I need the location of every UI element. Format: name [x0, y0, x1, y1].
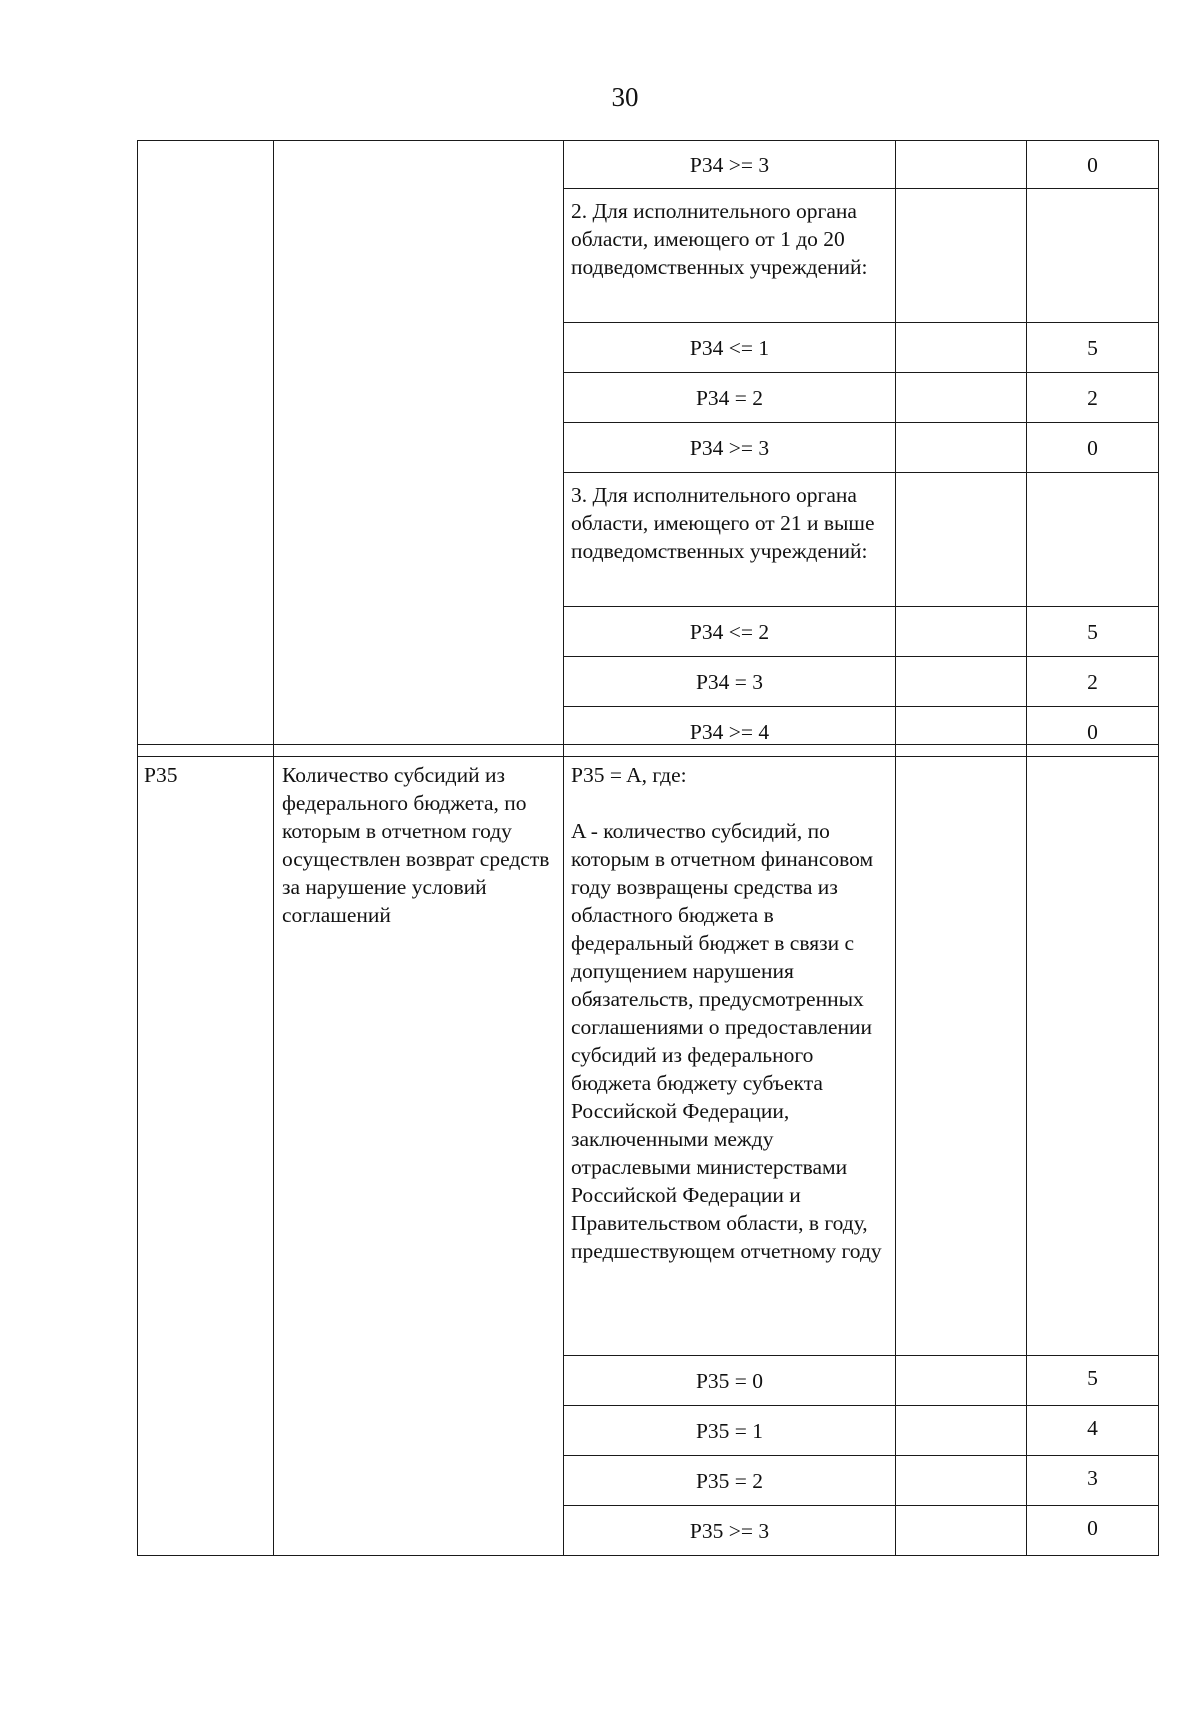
empty-cell [1027, 745, 1159, 1356]
empty-cell [896, 1506, 1027, 1556]
empty-cell [896, 1356, 1027, 1406]
empty-cell [1027, 473, 1159, 607]
empty-cell [896, 423, 1027, 473]
empty-cell [896, 1456, 1027, 1506]
score-cell: 2 [1027, 657, 1159, 707]
score-cell: 5 [1027, 323, 1159, 373]
condition-cell: P35 = 2 [564, 1456, 896, 1506]
empty-cell [896, 657, 1027, 707]
empty-cell [896, 373, 1027, 423]
score-cell: 5 [1027, 1356, 1159, 1406]
empty-cell [896, 745, 1027, 1356]
condition-cell: P35 >= 3 [564, 1506, 896, 1556]
score-cell: 3 [1027, 1456, 1159, 1506]
formula-intro: P35 = A, где: [571, 763, 687, 787]
score-cell: 5 [1027, 607, 1159, 657]
empty-cell [896, 323, 1027, 373]
empty-cell [896, 141, 1027, 189]
condition-cell: P34 = 2 [564, 373, 896, 423]
empty-cell [896, 473, 1027, 607]
formula-definition: A - количество субсидий, по которым в отчетном финансовом году возвращены средства из областного бюджета в федеральный бюджет в связи с допущением нарушения обязательств, предусмотренных соглашениями о предоставлении субсидий из федерального бюджета бюджету субъекта Российской Федерации, заключенными между отраслевыми министерствами Российской Федерации и Правительством области, в году, предшествующем отчетному году [571, 819, 882, 1263]
indicator-code-cell: P35 [138, 745, 274, 1556]
score-cell: 4 [1027, 1406, 1159, 1456]
condition-cell: P34 >= 3 [564, 141, 896, 189]
condition-cell: P35 = 0 [564, 1356, 896, 1406]
score-cell: 0 [1027, 141, 1159, 189]
score-cell: 0 [1027, 1506, 1159, 1556]
group-header-cell: 2. Для исполнительного органа области, имеющего от 1 до 20 подведомственных учреждений: [564, 189, 896, 323]
page-number: 30 [611, 82, 639, 112]
score-cell: 0 [1027, 423, 1159, 473]
formula-cell [564, 745, 896, 1356]
condition-cell: P34 = 3 [564, 657, 896, 707]
score-cell: 2 [1027, 373, 1159, 423]
indicator-description-cell: Количество субсидий из федерального бюджета, по которым в отчетном году осуществлен возврат средств за нарушение условий соглашений [274, 745, 564, 1556]
condition-cell: P34 >= 4 [564, 707, 896, 757]
indicator-table [137, 140, 1159, 757]
empty-cell [1027, 189, 1159, 323]
code-cell-p34-continued [138, 141, 274, 757]
condition-cell: P34 >= 3 [564, 423, 896, 473]
condition-cell: P35 = 1 [564, 1406, 896, 1456]
condition-cell: P34 <= 2 [564, 607, 896, 657]
indicator-table-p35 [137, 744, 1159, 1556]
group-header-cell: 3. Для исполнительного органа области, имеющего от 21 и выше подведомственных учреждений: [564, 473, 896, 607]
score-cell: 0 [1027, 707, 1159, 757]
empty-cell [896, 189, 1027, 323]
empty-cell [896, 1406, 1027, 1456]
empty-cell [896, 607, 1027, 657]
table-row [138, 141, 1159, 189]
condition-cell: P34 <= 1 [564, 323, 896, 373]
description-cell-p34-continued [274, 141, 564, 757]
table-row-p35 [138, 745, 1159, 1356]
